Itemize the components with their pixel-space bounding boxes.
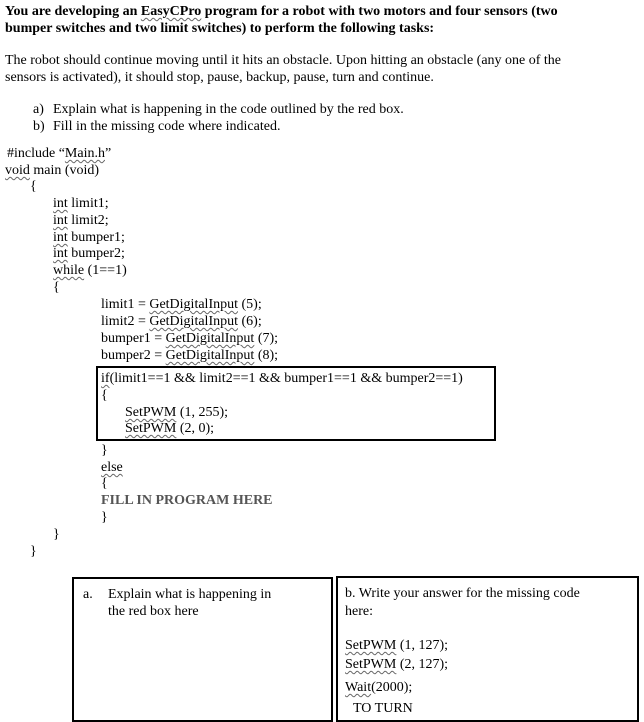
code-main-signature: void main (void) [5, 163, 100, 178]
answer-a-marker: a. [83, 587, 93, 602]
answer-b-setpwm-2: SetPWM (2, 127); [345, 657, 449, 672]
question-b-marker: b) [33, 119, 45, 134]
code-assign-bumper1: bumper1 = GetDigitalInput (7); [101, 331, 279, 346]
title-line-1 [5, 3, 558, 20]
answer-b-to-turn: TO TURN [353, 701, 413, 716]
code-include: #include “Main.h” [7, 146, 112, 161]
question-a-text: Explain what is happening in the code outlined by the red box. [53, 102, 404, 117]
code-else-close-brace: } [101, 510, 108, 525]
brand-name: EasyCPro [140, 4, 202, 19]
code-if-open-brace: { [101, 388, 108, 403]
include-file: Main.h [64, 146, 105, 161]
answer-b-line-2: here: [345, 604, 373, 619]
code-else: else [101, 460, 123, 475]
code-assign-bumper2: bumper2 = GetDigitalInput (8); [101, 348, 279, 363]
code-main-close-brace: } [30, 544, 37, 559]
code-decl-bumper1: int bumper1; [53, 230, 125, 245]
code-if: if(limit1==1 && limit2==1 && bumper1==1 && bumper2==1) [101, 371, 463, 386]
code-decl-bumper2: int bumper2; [53, 246, 125, 261]
fill-in-placeholder: FILL IN PROGRAM HERE [101, 493, 273, 508]
answer-b-wait: Wait(2000); [345, 680, 413, 695]
code-assign-limit1: limit1 = GetDigitalInput (5); [101, 297, 262, 312]
code-while-open-brace: { [53, 280, 60, 295]
code-setpwm-1: SetPWM (1, 255); [125, 405, 229, 420]
code-while-close-brace: } [53, 527, 60, 542]
answer-a-line-2: the red box here [108, 604, 199, 619]
intro-line-1: The robot should continue moving until it hits an obstacle. Upon hitting an obstacle (any one of the [5, 53, 562, 68]
code-open-brace: { [30, 179, 37, 194]
answer-b-setpwm-1: SetPWM (1, 127); [345, 638, 449, 653]
code-if-close-brace: } [101, 443, 108, 458]
question-a-marker: a) [33, 102, 44, 117]
title-text: You are developing an [5, 4, 141, 19]
question-b-text: Fill in the missing code where indicated. [53, 119, 281, 134]
code-decl-limit2: int limit2; [53, 213, 109, 228]
code-decl-limit1: int limit1; [53, 196, 109, 211]
code-setpwm-2: SetPWM (2, 0); [125, 421, 215, 436]
answer-b-line-1: b. Write your answer for the missing code [345, 586, 580, 601]
void-keyword: void [5, 163, 30, 178]
code-else-open-brace: { [101, 476, 108, 491]
code-while: while (1==1) [53, 263, 127, 278]
intro-line-2: sensors is activated), it should stop, pause, backup, pause, turn and continue. [5, 70, 434, 85]
title-line-2: bumper switches and two limit switches) to perform the following tasks: [5, 21, 435, 36]
title-text-rest: program for a robot with two motors and four sensors (two [201, 4, 558, 19]
answer-a-line-1: Explain what is happening in [108, 587, 272, 602]
code-assign-limit2: limit2 = GetDigitalInput (6); [101, 314, 262, 329]
